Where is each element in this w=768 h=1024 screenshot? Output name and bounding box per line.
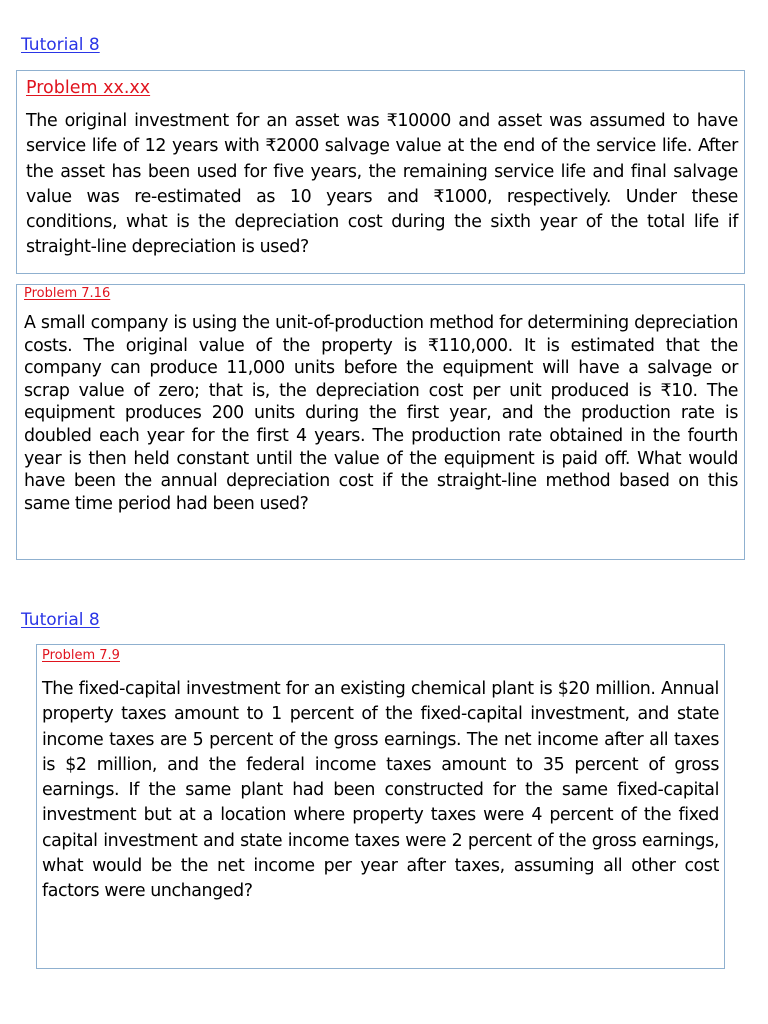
problem-text: The original investment for an asset was ₹10000 and asset was assumed to have service life of 12 years with ₹2000 salvage value at the end of the service life. After the asset has been used for five years, the remaining service life and final salvage value was re-estimated as 10 years and ₹1000, respectively. Under these conditions, what is the depreciation cost during the sixth year of the total life if straight-line depreciation is used? bbox=[26, 111, 738, 258]
tutorial-heading-top[interactable]: Tutorial 8 bbox=[21, 35, 100, 55]
problem-box-7-16 bbox=[16, 284, 745, 560]
problem-box-7-9 bbox=[36, 644, 725, 969]
problem-title: Problem xx.xx bbox=[26, 78, 151, 98]
problem-title: Problem 7.9 bbox=[42, 648, 120, 663]
problem-title: Problem 7.16 bbox=[24, 286, 111, 301]
problem-text: A small company is using the unit-of-production method for determining depreciation costs. The original value of the property is ₹110,000. It is estimated that the company can produce 11,000 units before the equipment will have a salvage or scrap value of zero; that is, the depreciation cost per unit produced is ₹10. The equipment produces 200 units during the first year, and the production rate is doubled each year for the first 4 years. The production rate obtained in the fourth year is then held constant until the value of the equipment is paid off. What would have been the annual depreciation cost if the straight-line method based on this same time period had been used? bbox=[24, 313, 738, 514]
tutorial-heading-bottom[interactable]: Tutorial 8 bbox=[21, 610, 100, 630]
problem-text: The fixed-capital investment for an existing chemical plant is $20 million. Annual property taxes amount to 1 percent of the fixed-capital investment, and state income taxes are 5 percent of the gross earnings. The net income after all taxes is $2 million, and the federal income taxes amount to 35 percent of gross earnings. If the same plant had been constructed for the same fixed-capital investment but at a location where property taxes were 4 percent of the fixed capital investment and state income taxes were 2 percent of the gross earnings, what would be the net income per year after taxes, assuming all other cost factors were unchanged? bbox=[42, 679, 719, 902]
problem-box-xx bbox=[16, 70, 745, 274]
